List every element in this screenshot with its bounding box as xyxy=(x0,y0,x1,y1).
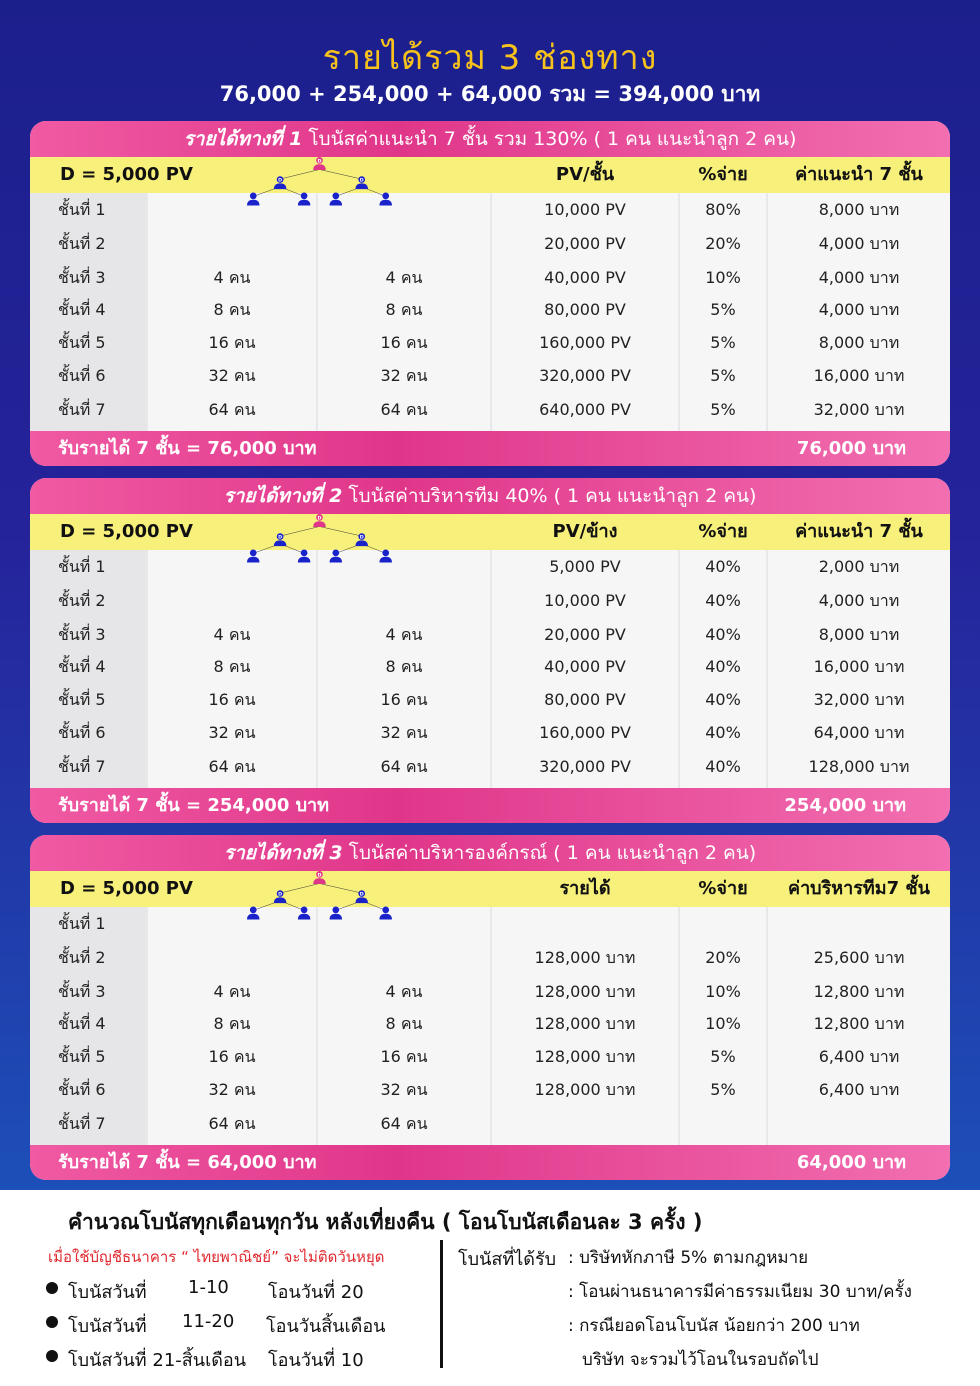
level-label: ชั้นที่ 6 xyxy=(58,1080,106,1099)
pct-value: 10% xyxy=(705,1014,741,1033)
svg-text:D: D xyxy=(317,873,322,879)
table-row xyxy=(30,1040,950,1074)
level-label: ชั้นที่ 3 xyxy=(58,268,106,287)
bank-note: เมื่อใช้บัญชีธนาคาร “ ไทยพาณิชย์” จะไม่ติดวันหยุด xyxy=(48,1248,385,1266)
table-row xyxy=(30,941,950,975)
col-pv: PV/ชั้น xyxy=(555,164,615,185)
amount-value: 64,000 บาท xyxy=(813,723,905,742)
pct-value: 10% xyxy=(705,982,741,1001)
level-label: ชั้นที่ 2 xyxy=(58,591,106,610)
pv-value: 80,000 PV xyxy=(544,690,626,709)
table-row xyxy=(30,393,950,427)
pct-value: 40% xyxy=(705,690,741,709)
footer-total-value: 76,000 บาท xyxy=(796,438,906,459)
left-count: 16 คน xyxy=(208,690,256,709)
section-footer xyxy=(30,788,950,823)
level-label: ชั้นที่ 1 xyxy=(58,200,106,219)
right-count: 16 คน xyxy=(380,333,428,352)
tree-connector xyxy=(319,883,361,893)
pv-value: 320,000 PV xyxy=(539,757,631,776)
pct-value: 40% xyxy=(705,723,741,742)
level-label: ชั้นที่ 5 xyxy=(58,333,106,352)
left-count: 64 คน xyxy=(208,757,256,776)
page-title: รายได้รวม 3 ช่องทาง xyxy=(322,38,658,78)
level-label: ชั้นที่ 3 xyxy=(58,625,106,644)
svg-text:D: D xyxy=(359,535,364,541)
table-row xyxy=(30,584,950,618)
section-footer xyxy=(30,1145,950,1180)
amount-value: 128,000 บาท xyxy=(808,757,910,776)
svg-text:D: D xyxy=(278,178,283,184)
right-count: 8 คน xyxy=(385,1014,423,1033)
col-pct: %จ่าย xyxy=(698,878,748,899)
bullet-icon xyxy=(46,1282,58,1294)
pv-value: 160,000 PV xyxy=(539,723,631,742)
svg-text:D: D xyxy=(278,892,283,898)
table-row xyxy=(30,227,950,261)
level-label: ชั้นที่ 5 xyxy=(58,690,106,709)
person-icon xyxy=(313,514,325,527)
person-icon xyxy=(330,193,342,206)
pct-value: 5% xyxy=(710,366,736,385)
level-label: ชั้นที่ 4 xyxy=(58,657,106,676)
table-row xyxy=(30,293,950,327)
left-count: 64 คน xyxy=(208,1114,256,1133)
divider xyxy=(440,1240,443,1368)
right-count: 64 คน xyxy=(380,400,428,419)
right-count: 32 คน xyxy=(380,1080,428,1099)
section-header: รายได้ทางที่ 1 โบนัสค่าแนะนำ 7 ชั้น รวม 130% ( 1 คน แนะนำลูก 2 คน) xyxy=(30,121,950,157)
table-row xyxy=(30,683,950,717)
income-section xyxy=(30,835,950,1180)
person-icon xyxy=(313,157,325,170)
svg-text:D: D xyxy=(359,178,364,184)
pv-value: 5,000 PV xyxy=(549,557,621,576)
income-section xyxy=(30,121,950,466)
svg-text:D: D xyxy=(359,892,364,898)
right-count: 4 คน xyxy=(385,625,423,644)
amount-value: 16,000 บาท xyxy=(813,366,905,385)
amount-value: 12,800 บาท xyxy=(813,982,905,1001)
amount-value: 4,000 บาท xyxy=(818,591,900,610)
person-icon xyxy=(247,193,259,206)
footer-total-label: รับรายได้ 7 ชั้น = 64,000 บาท xyxy=(58,1152,317,1173)
right-count: 4 คน xyxy=(385,982,423,1001)
amount-value: 4,000 บาท xyxy=(818,234,900,253)
person-icon xyxy=(330,907,342,920)
svg-text:D: D xyxy=(317,516,322,522)
tree-connector xyxy=(319,526,361,536)
amount-value: 8,000 บาท xyxy=(818,200,900,219)
right-count: 64 คน xyxy=(380,1114,428,1133)
svg-text:D: D xyxy=(317,159,322,165)
pv-value: 640,000 PV xyxy=(539,400,631,419)
right-count: 16 คน xyxy=(380,690,428,709)
tree-connector xyxy=(319,169,361,179)
person-icon xyxy=(313,871,325,884)
tree-connector xyxy=(280,526,319,536)
pv-value: 128,000 บาท xyxy=(534,948,636,967)
pct-value: 5% xyxy=(710,400,736,419)
pct-value: 20% xyxy=(705,948,741,967)
referral-tree-diagram xyxy=(148,871,490,943)
col-amt: ค่าแนะนำ 7 ชั้น xyxy=(795,164,923,185)
schedule-item: โบนัสวันที่ 11-20 โอนวันสิ้นเดือน xyxy=(46,1311,436,1335)
col-amt: ค่าบริหารทีม7 ชั้น xyxy=(788,878,930,899)
right-count: 8 คน xyxy=(385,657,423,676)
left-count: 8 คน xyxy=(213,300,251,319)
referral-tree-diagram xyxy=(148,514,490,586)
level-label: ชั้นที่ 7 xyxy=(58,1114,106,1133)
amount-value: 6,400 บาท xyxy=(818,1080,900,1099)
left-count: 32 คน xyxy=(208,723,256,742)
pct-value: 5% xyxy=(710,300,736,319)
pct-value: 10% xyxy=(705,268,741,287)
bonus-received-label: โบนัสที่ได้รับ xyxy=(458,1249,557,1270)
right-count: 32 คน xyxy=(380,366,428,385)
left-count: 16 คน xyxy=(208,1047,256,1066)
left-count: 4 คน xyxy=(213,982,251,1001)
footer-total-label: รับรายได้ 7 ชั้น = 76,000 บาท xyxy=(58,438,317,459)
col-d: D = 5,000 PV xyxy=(60,878,193,899)
col-pv: รายได้ xyxy=(559,878,611,899)
footer-total-label: รับรายได้ 7 ชั้น = 254,000 บาท xyxy=(58,795,330,816)
pv-value: 320,000 PV xyxy=(539,366,631,385)
pct-value: 40% xyxy=(705,657,741,676)
bonus-note: บริษัท จะรวมไว้โอนในรอบถัดไป xyxy=(582,1350,819,1370)
left-count: 32 คน xyxy=(208,366,256,385)
schedule-item: โบนัสวันที่ 1-10 โอนวันที่ 20 xyxy=(46,1277,436,1301)
table-row xyxy=(30,750,950,784)
level-label: ชั้นที่ 2 xyxy=(58,234,106,253)
bullet-icon xyxy=(46,1350,58,1362)
amount-value: 8,000 บาท xyxy=(818,333,900,352)
person-icon xyxy=(247,550,259,563)
col-d: D = 5,000 PV xyxy=(60,164,193,185)
pv-value: 80,000 PV xyxy=(544,300,626,319)
left-count: 32 คน xyxy=(208,1080,256,1099)
person-icon xyxy=(247,907,259,920)
amount-value: 32,000 บาท xyxy=(813,400,905,419)
right-count: 64 คน xyxy=(380,757,428,776)
amount-value: 25,600 บาท xyxy=(813,948,905,967)
pv-value: 128,000 บาท xyxy=(534,982,636,1001)
table-row xyxy=(30,1007,950,1041)
pv-value: 160,000 PV xyxy=(539,333,631,352)
schedule-item: โบนัสวันที่ 21-สิ้นเดือน โอนวันที่ 10 xyxy=(46,1345,436,1369)
pv-value: 20,000 PV xyxy=(544,234,626,253)
level-label: ชั้นที่ 2 xyxy=(58,948,106,967)
amount-value: 12,800 บาท xyxy=(813,1014,905,1033)
amount-value: 2,000 บาท xyxy=(818,557,900,576)
level-label: ชั้นที่ 1 xyxy=(58,914,106,933)
footer-total-value: 254,000 บาท xyxy=(784,795,906,816)
left-count: 8 คน xyxy=(213,1014,251,1033)
level-label: ชั้นที่ 4 xyxy=(58,1014,106,1033)
level-label: ชั้นที่ 4 xyxy=(58,300,106,319)
page-subtitle: 76,000 + 254,000 + 64,000 รวม = 394,000 บาท xyxy=(219,82,761,106)
person-icon xyxy=(330,550,342,563)
pct-value: 5% xyxy=(710,1080,736,1099)
bonus-note: : บริษัทหักภาษี 5% ตามกฎหมาย xyxy=(568,1248,809,1268)
table-row xyxy=(30,1073,950,1107)
calc-title: คำนวณโบนัสทุกเดือนทุกวัน หลังเที่ยงคืน ( โอนโบนัสเดือนละ 3 ครั้ง ) xyxy=(68,1210,703,1234)
level-label: ชั้นที่ 7 xyxy=(58,400,106,419)
svg-text:D: D xyxy=(278,535,283,541)
col-d: D = 5,000 PV xyxy=(60,521,193,542)
pv-value: 10,000 PV xyxy=(544,200,626,219)
right-count: 4 คน xyxy=(385,268,423,287)
amount-value: 8,000 บาท xyxy=(818,625,900,644)
left-count: 8 คน xyxy=(213,657,251,676)
right-count: 32 คน xyxy=(380,723,428,742)
tree-connector xyxy=(280,169,319,179)
amount-value: 16,000 บาท xyxy=(813,657,905,676)
amount-value: 6,400 บาท xyxy=(818,1047,900,1066)
pv-value: 128,000 บาท xyxy=(534,1047,636,1066)
footer-total-value: 64,000 บาท xyxy=(796,1152,906,1173)
bullet-icon xyxy=(46,1316,58,1328)
pct-value: 40% xyxy=(705,557,741,576)
section-footer xyxy=(30,431,950,466)
col-pv: PV/ข้าง xyxy=(552,521,618,542)
left-count: 4 คน xyxy=(213,625,251,644)
table-row xyxy=(30,716,950,750)
pv-value: 10,000 PV xyxy=(544,591,626,610)
tree-connector xyxy=(280,883,319,893)
level-label: ชั้นที่ 5 xyxy=(58,1047,106,1066)
left-count: 16 คน xyxy=(208,333,256,352)
pv-value: 40,000 PV xyxy=(544,657,626,676)
pct-value: 40% xyxy=(705,757,741,776)
pv-value: 40,000 PV xyxy=(544,268,626,287)
amount-value: 32,000 บาท xyxy=(813,690,905,709)
table-row xyxy=(30,359,950,393)
amount-value: 4,000 บาท xyxy=(818,268,900,287)
col-pct: %จ่าย xyxy=(698,164,748,185)
left-count: 64 คน xyxy=(208,400,256,419)
table-row xyxy=(30,650,950,684)
pct-value: 40% xyxy=(705,591,741,610)
col-pct: %จ่าย xyxy=(698,521,748,542)
pv-value: 128,000 บาท xyxy=(534,1014,636,1033)
bonus-note: : กรณียอดโอนโบนัส น้อยกว่า 200 บาท xyxy=(568,1316,860,1336)
pv-value: 20,000 PV xyxy=(544,625,626,644)
pct-value: 20% xyxy=(705,234,741,253)
col-amt: ค่าแนะนำ 7 ชั้น xyxy=(795,521,923,542)
level-label: ชั้นที่ 1 xyxy=(58,557,106,576)
pct-value: 5% xyxy=(710,333,736,352)
level-label: ชั้นที่ 7 xyxy=(58,757,106,776)
table-row xyxy=(30,326,950,360)
pct-value: 40% xyxy=(705,625,741,644)
table-row xyxy=(30,975,950,1009)
left-count: 4 คน xyxy=(213,268,251,287)
referral-tree-diagram xyxy=(148,157,490,229)
level-label: ชั้นที่ 6 xyxy=(58,366,106,385)
pct-value: 80% xyxy=(705,200,741,219)
income-section xyxy=(30,478,950,823)
section-header: รายได้ทางที่ 3 โบนัสค่าบริหารองค์กรณ์ ( 1 คน แนะนำลูก 2 คน) xyxy=(30,835,950,871)
pv-value: 128,000 บาท xyxy=(534,1080,636,1099)
table-row xyxy=(30,618,950,652)
level-label: ชั้นที่ 3 xyxy=(58,982,106,1001)
pct-value: 5% xyxy=(710,1047,736,1066)
amount-value: 4,000 บาท xyxy=(818,300,900,319)
right-count: 8 คน xyxy=(385,300,423,319)
bonus-note: : โอนผ่านธนาคารมีค่าธรรมเนียม 30 บาท/ครั้ง xyxy=(568,1282,912,1302)
right-count: 16 คน xyxy=(380,1047,428,1066)
table-row xyxy=(30,261,950,295)
level-label: ชั้นที่ 6 xyxy=(58,723,106,742)
section-header: รายได้ทางที่ 2 โบนัสค่าบริหารทีม 40% ( 1 คน แนะนำลูก 2 คน) xyxy=(30,478,950,514)
table-row xyxy=(30,1107,950,1141)
